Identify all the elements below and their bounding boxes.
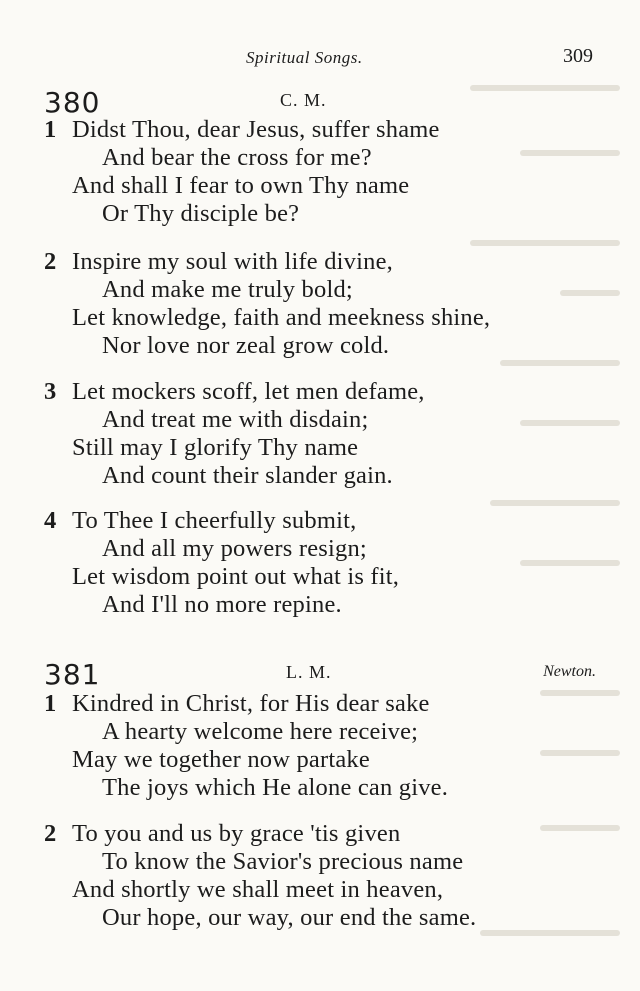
- verse-line: Or Thy disciple be?: [102, 200, 300, 227]
- verse-line: To Thee I cheerfully submit,: [72, 507, 357, 534]
- verse-line: And treat me with disdain;: [102, 406, 369, 433]
- verse-number: 2: [44, 820, 57, 847]
- page-header: [0, 45, 640, 72]
- hymn-381-heading: [0, 658, 640, 692]
- verse-number: 2: [44, 248, 57, 275]
- verse-line: The joys which He alone can give.: [102, 774, 449, 801]
- verse-line: And bear the cross for me?: [102, 144, 372, 171]
- verse-line: And shall I fear to own Thy name: [72, 172, 410, 199]
- verse-line: Didst Thou, dear Jesus, suffer shame: [72, 116, 440, 143]
- verse-line: May we together now partake: [72, 746, 370, 773]
- verse-line: Still may I glorify Thy name: [72, 434, 359, 461]
- hymn-meter: C. M.: [280, 90, 327, 110]
- verse-line: Our hope, our way, our end the same.: [102, 904, 477, 931]
- hymn-380-heading: [0, 86, 640, 120]
- verse-line: Let knowledge, faith and meekness shine,: [72, 304, 491, 331]
- verse-line: A hearty welcome here receive;: [102, 718, 419, 745]
- verse-line: Let mockers scoff, let men defame,: [72, 378, 425, 405]
- verse-number: 4: [44, 507, 57, 534]
- verse-line: And shortly we shall meet in heaven,: [72, 876, 444, 903]
- verse-number: 3: [44, 378, 57, 405]
- verse-line: Nor love nor zeal grow cold.: [102, 332, 390, 359]
- verse-line: Inspire my soul with life divine,: [72, 248, 393, 275]
- verse-line: Kindred in Christ, for His dear sake: [72, 690, 430, 717]
- verse-number: 1: [44, 690, 57, 717]
- verse-line: Let wisdom point out what is fit,: [72, 563, 400, 590]
- running-title: Spiritual Songs.: [246, 48, 363, 67]
- verse-line: And I'll no more repine.: [102, 591, 342, 618]
- hymn-number: 381: [44, 658, 101, 691]
- page-number: 309: [563, 45, 593, 67]
- verse-line: And all my powers resign;: [102, 535, 367, 562]
- verse-line: To you and us by grace 'tis given: [72, 820, 401, 847]
- hymn-meter: L. M.: [286, 662, 332, 682]
- verse-line: And make me truly bold;: [102, 276, 353, 303]
- verse-line: And count their slander gain.: [102, 462, 393, 489]
- verse-number: 1: [44, 116, 57, 143]
- hymn-number: 380: [44, 86, 101, 119]
- verse-line: To know the Savior's precious name: [102, 848, 464, 875]
- hymn-author: Newton.: [543, 663, 596, 680]
